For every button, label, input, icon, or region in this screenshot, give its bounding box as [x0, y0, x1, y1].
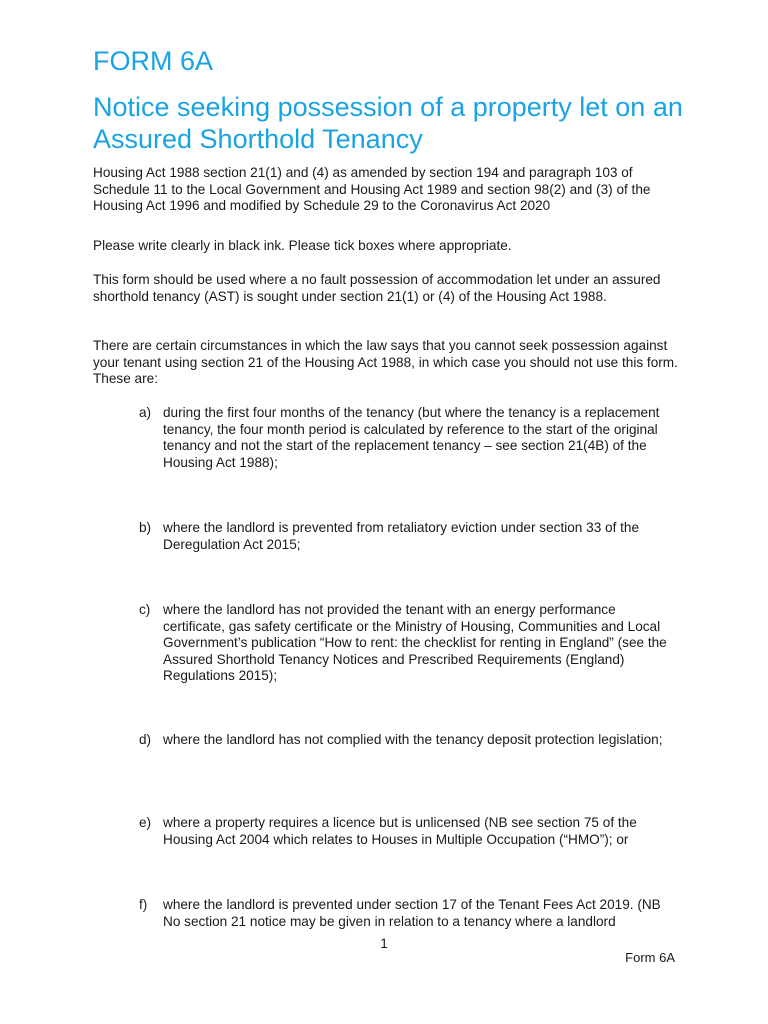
list-item-text: during the first four months of the tenancy (but where the tenancy is a replacement tenancy, the four month period is calculated by reference to the start of the original tenancy and not the start of the replacement tenancy – see section 21(4B) of the Housing Act 1988); — [163, 405, 660, 470]
list-item-text: where the landlord is prevented under section 17 of the Tenant Fees Act 2019. (NB No section 21 notice may be given in relation to a tenancy where a landlord — [163, 897, 661, 929]
page-number: 1 — [380, 936, 388, 951]
footer-form-label: Form 6A — [625, 950, 675, 965]
form-label: FORM 6A — [93, 46, 214, 76]
list-item-letter: d) — [139, 732, 152, 747]
list-item-letter: e) — [139, 815, 152, 830]
list-item-letter: b) — [139, 520, 152, 535]
instructions-text: Please write clearly in black ink. Please tick boxes where appropriate. — [93, 238, 512, 253]
list-item-text: where the landlord has not complied with the tenancy deposit protection legislation; — [163, 732, 663, 747]
list-item-letter: c) — [139, 602, 151, 617]
list-item-text: where a property requires a licence but is unlicensed (NB see section 75 of the Housing Act 2004 which relates to Houses in Multiple Occupation (“HMO”); or — [163, 815, 637, 847]
list-item-letter: a) — [139, 405, 152, 420]
list-item-text: where the landlord is prevented from retaliatory eviction under section 33 of the Deregulation Act 2015; — [163, 520, 640, 552]
circumstances-text: There are certain circumstances in which the law says that you cannot seek possession against your tenant using section 21 of the Housing Act 1988, in which case you should not use this form. These are: — [93, 338, 678, 386]
usage-text: This form should be used where a no fault possession of accommodation let under an assured shorthold tenancy (AST) is sought under section 21(1) or (4) of the Housing Act 1988. — [93, 272, 661, 304]
page-title: Notice seeking possession of a property let on an Assured Shorthold Tenancy — [93, 92, 683, 154]
legislation-reference: Housing Act 1988 section 21(1) and (4) as amended by section 194 and paragraph 103 of Schedule 11 to the Local Government and Housing Act 1989 and section 98(2) and (3) of the Housing Act 1996 and modified by Schedule 29 to the Coronavirus Act 2020 — [93, 165, 651, 213]
list-item-text: where the landlord has not provided the tenant with an energy performance certificate, gas safety certificate or the Ministry of Housing, Communities and Local Government’s publication “How to rent: the checklist for renting in England” (see the Assured Shorthold Tenancy Notices and Prescribed Requirements (England) Regulations 2015); — [163, 602, 667, 683]
list-item-letter: f) — [139, 897, 148, 912]
